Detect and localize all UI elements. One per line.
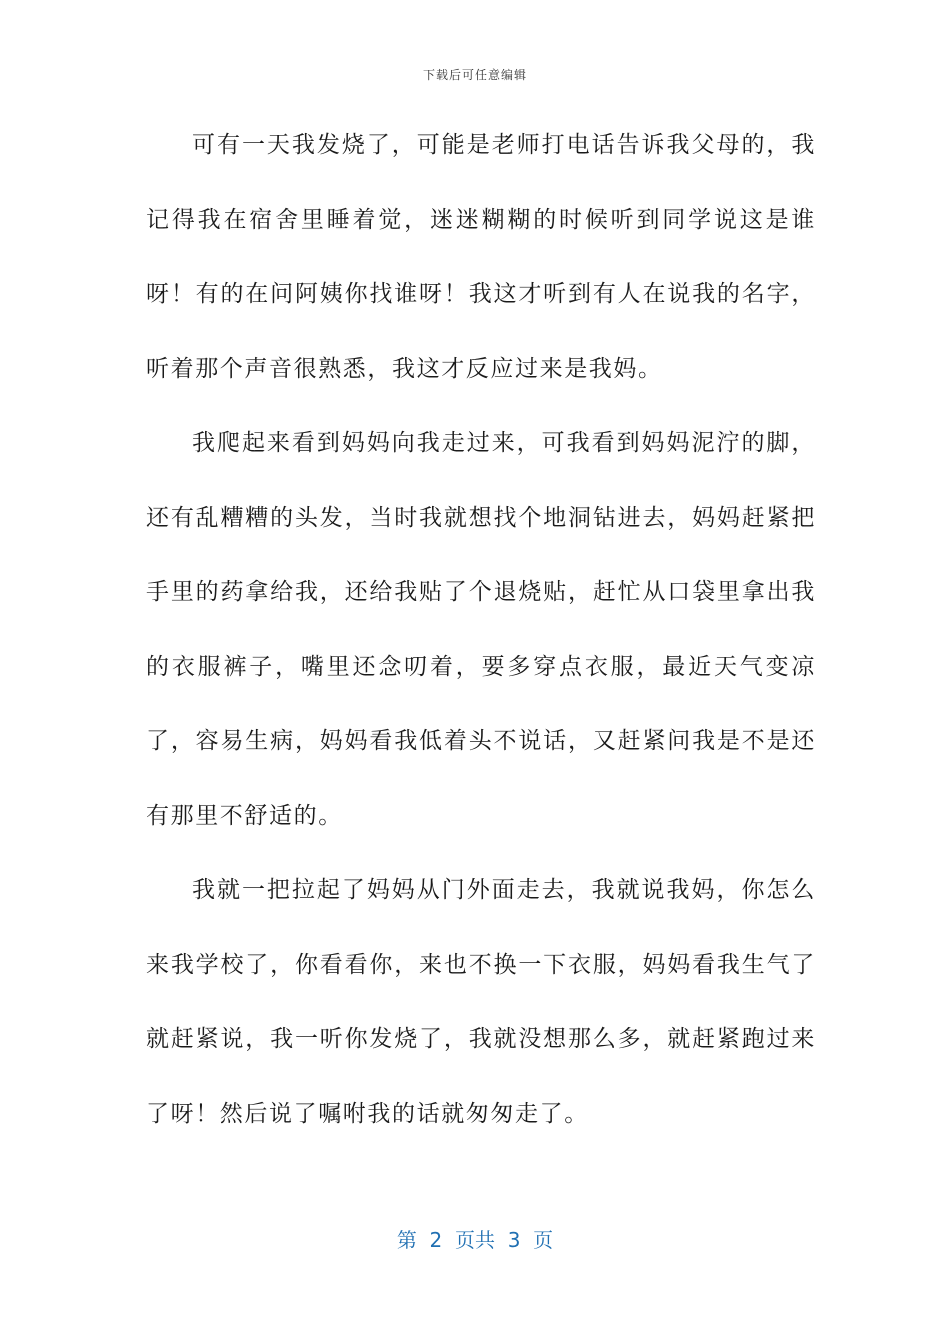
document-body [146, 108, 816, 1151]
paragraph: 我就一把拉起了妈妈从门外面走去，我就说我妈，你怎么来我学校了，你看看你，来也不换一下衣服，妈妈看我生气了就赶紧说，我一听你发烧了，我就没想那么多，就赶紧跑过来了呀！然后说了嘱咐我的话就匆匆走了。 [146, 877, 816, 1127]
page-number-footer: 第 2 页共 3 页 [396, 1228, 554, 1252]
header-note: 下载后可任意编辑 [422, 68, 527, 82]
paragraph: 我爬起来看到妈妈向我走过来，可我看到妈妈泥泞的脚，还有乱糟糟的头发，当时我就想找个地洞钻进去，妈妈赶紧把手里的药拿给我，还给我贴了个退烧贴，赶忙从口袋里拿出我的衣服裤子，嘴里还念叨着，要多穿点衣服，最近天气变凉了，容易生病，妈妈看我低着头不说话，又赶紧问我是不是还有那里不舒适的。 [146, 430, 816, 829]
paragraph: 可有一天我发烧了，可能是老师打电话告诉我父母的，我记得我在宿舍里睡着觉，迷迷糊糊的时候听到同学说这是谁呀！有的在问阿姨你找谁呀！我这才听到有人在说我的名字，听着那个声音很熟悉，我这才反应过来是我妈。 [146, 132, 816, 382]
